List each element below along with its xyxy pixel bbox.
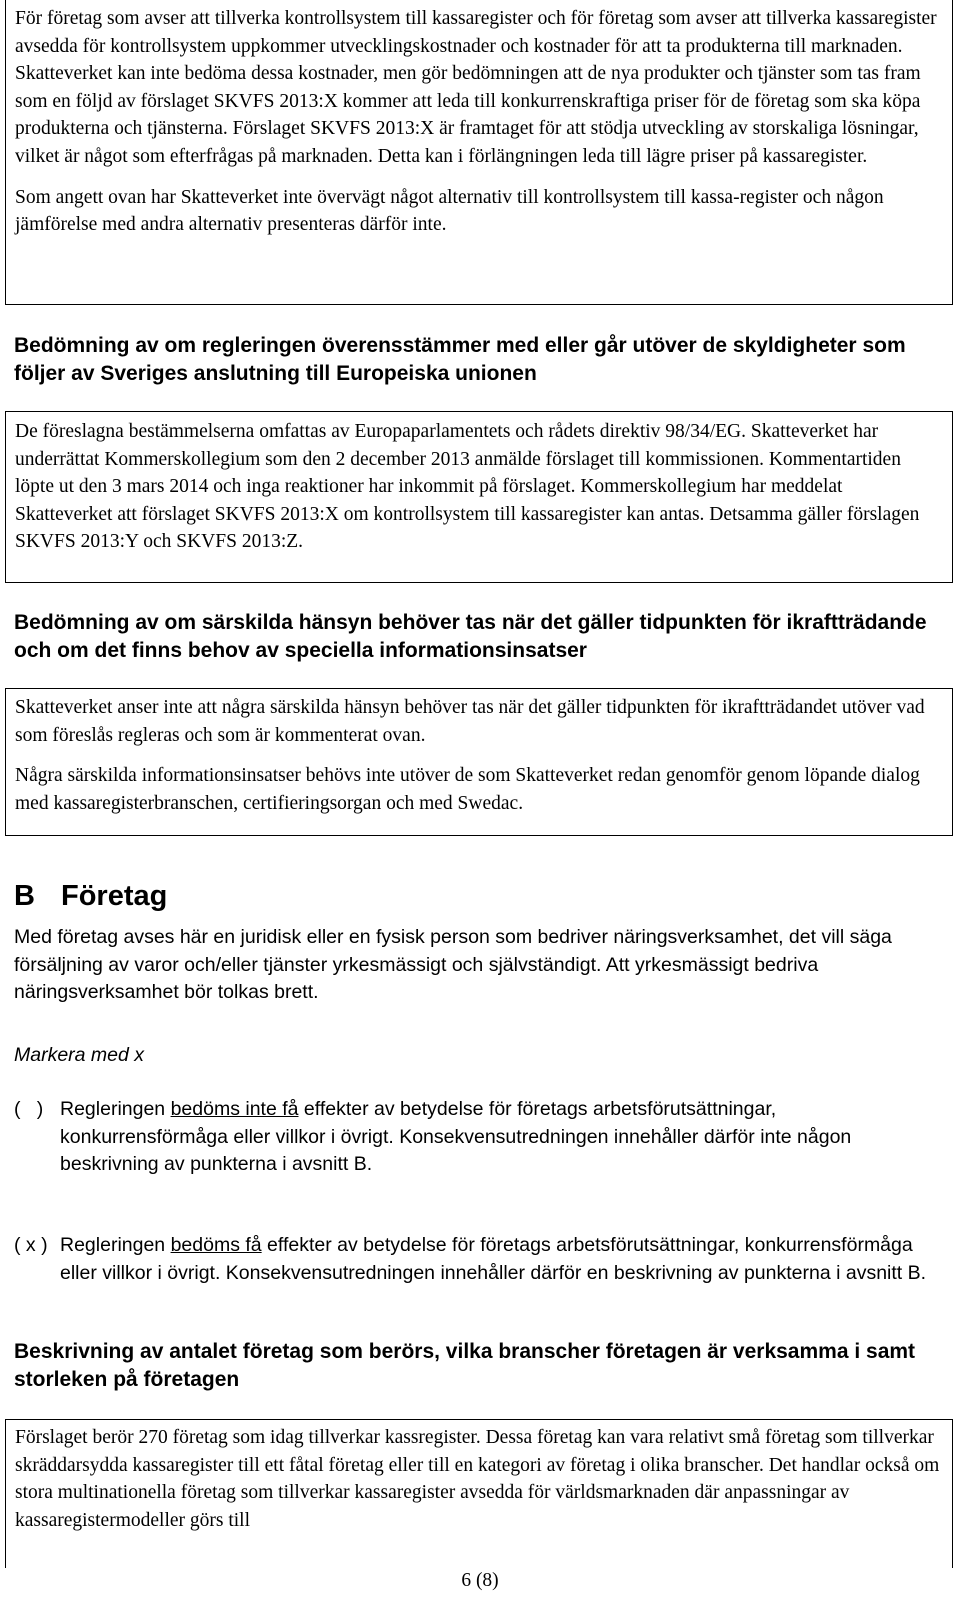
heading-eu-compliance: Bedömning av om regleringen överensstämmer med eller går utöver de skyldigheter som följer av Sveriges anslutning till Europeiska unionen — [14, 334, 906, 385]
paragraph-eu: De föreslagna bestämmelserna omfattas av Europaparlamentets och rådets direktiv 98/34/EG. Skatteverket har underrättat Kommerskollegium som den 2 december 2013 anmälde förslaget till kommissionen. Kommentartiden löpte ut den 3 mars 2014 och inga reaktioner har inkommit på förslaget. Kommerskollegium har meddelat Skatteverket att förslaget SKVFS 2013:X om kontrollsystem till kassaregister kan antas. Detsamma gäller förslagen SKVFS 2013:Y och SKVFS 2013:Z. — [15, 421, 920, 553]
paragraph-timing: Skatteverket anser inte att några särskilda hänsyn behöver tas när det gäller tidpunkten för ikraftträdandet utöver vad som föreslås regleras och som är kommenterat ovan. — [15, 697, 925, 746]
section-name: Företag — [61, 880, 168, 912]
text-box-costs — [5, 0, 953, 305]
underlined-term: bedöms få — [170, 1234, 262, 1256]
definition-paragraph: Med företag avses här en juridisk eller en fysisk person som bedriver näringsverksamhet, det vill säga försäljning av varor och/eller tjänster yrkesmässigt och självständigt. Att yrkesmässigt bedriva näringsverksamhet bör tolkas brett. — [14, 926, 892, 1003]
section-title-b — [14, 878, 167, 914]
checkbox-effects[interactable]: ( x ) — [14, 1234, 48, 1256]
section-letter: B — [14, 880, 35, 912]
text-box-companies — [5, 1419, 953, 1568]
paragraph-companies: Förslaget berör 270 företag som idag tillverkar kassregister. Dessa företag kan vara relativt små företag som tillverkar skräddarsydda kassaregister till ett fåtal företag eller till en kategori av företag i olika branscher. Det handlar också om stora multinationella företag som tillverkar kassaregister avsedda för världsmarknaden där anpassningar av kassaregistermodeller görs till — [15, 1427, 940, 1531]
underlined-term: bedöms inte få — [170, 1098, 299, 1120]
option-no-effects-text: Regleringen bedöms inte få effekter av betydelse för företags arbetsförutsättningar, konkurrensförmåga eller villkor i övrigt. Konsekvensutredningen innehåller därför inte någon beskrivning av punkterna i avsnitt B. — [60, 1098, 852, 1175]
text-box-eu — [5, 411, 953, 583]
paragraph-alternatives: Som angett ovan har Skatteverket inte övervägt något alternativ till kontrollsystem till kassa-register och någon jämförelse med andra alternativ presenteras därför inte. — [15, 186, 884, 236]
page-number: 6 (8) — [461, 1570, 499, 1591]
option-no-effects[interactable] — [14, 1096, 944, 1179]
option-effects[interactable] — [14, 1232, 944, 1287]
text-box-timing — [5, 688, 953, 836]
mark-instruction: Markera med x — [14, 1044, 145, 1066]
heading-timing: Bedömning av om särskilda hänsyn behöver tas när det gäller tidpunkten för ikraftträdande och om det finns behov av speciella informationsinsatser — [14, 611, 927, 662]
checkbox-no-effects[interactable]: ( ) — [14, 1098, 44, 1120]
heading-companies: Beskrivning av antalet företag som berörs, vilka branscher företagen är verksamma i samt storleken på företagen — [14, 1340, 916, 1391]
paragraph-information: Några särskilda informationsinsatser behövs inte utöver de som Skatteverket redan genomför genom löpande dialog med kassaregisterbranschen, certifieringsorgan och med Swedac. — [15, 765, 920, 814]
paragraph-costs: För företag som avser att tillverka kontrollsystem till kassaregister och för företag som avser att tillverka kassaregister avsedda för kontrollsystem uppkommer utvecklingskostnader och kostnader för att ta produkterna till marknaden. Skatteverket kan inte bedöma dessa kostnader, men gör bedömningen att de nya produkter och tjänster som tas fram som en följd av förslaget SKVFS 2013:X kommer att leda till konkurrenskraftiga priser för de företag som ska köpa produkterna och tjänsterna. Förslaget SKVFS 2013:X är framtaget för att stödja utveckling av storskaliga lösningar, vilket är något som efterfrågas på marknaden. Detta kan i förlängningen leda till lägre priser på kassaregister. — [15, 8, 937, 167]
option-effects-text: Regleringen bedöms få effekter av betydelse för företags arbetsförutsättningar, konkurrensförmåga eller villkor i övrigt. Konsekvensutredningen innehåller därför en beskrivning av punkterna i avsnitt B. — [60, 1234, 927, 1284]
